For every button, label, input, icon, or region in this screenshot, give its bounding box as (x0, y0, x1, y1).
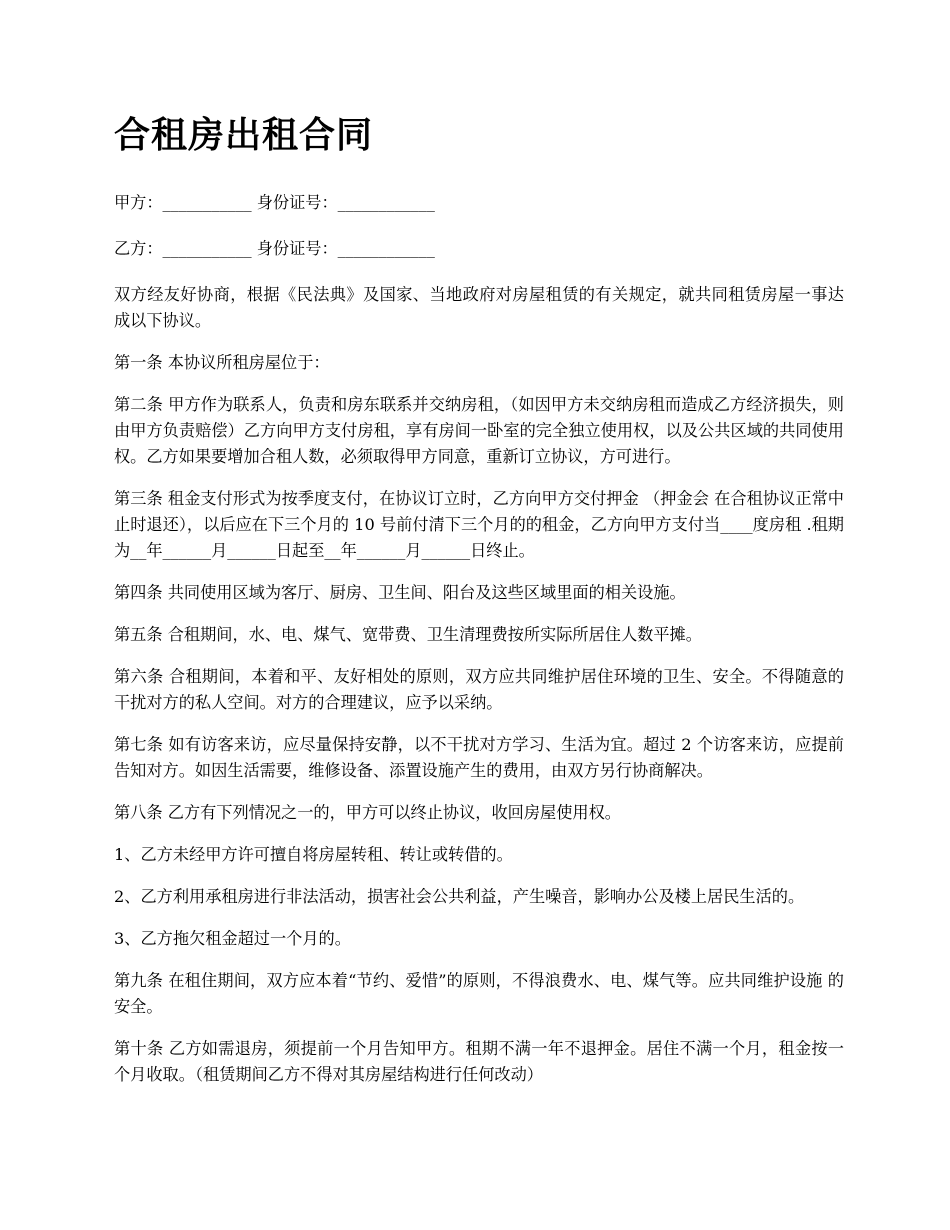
article-8-item-2: 2、乙方利用承租房进行非法活动，损害社会公共利益，产生噪音，影响办公及楼上居民生活的。 (114, 887, 805, 906)
article-8-item-3: 3、乙方拖欠租金超过一个月的。 (114, 929, 351, 948)
article-4: 第四条 共同使用区域为客厅、厨房、卫生间、阳台及这些区域里面的相关设施。 (114, 583, 686, 602)
article-6: 第六条 合租期间，本着和平、友好相处的原则，双方应共同维护居住环境的卫生、安全。不得随意的 干扰对方的私人空间。对方的合理建议，应予以采纳。 (114, 667, 844, 712)
article-2: 第二条 甲方作为联系人，负责和房东联系并交纳房租，（如因甲方未交纳房租而造成乙方经济损失，则 由甲方负责赔偿）乙方向甲方支付房租，享有房间一卧室的完全独立使用权，以及公共区域的共同使用 权。乙方如果要增加合租人数，必须取得甲方同意，重新订立协议，方可进行。 (114, 395, 844, 466)
article-9: 第九条 在租住期间，双方应本着“节约、爱惜”的原则，不得浪费水、电、煤气等。应共同维护设施 的安全。 (114, 971, 844, 1016)
document-title: 合租房出租合同 (114, 115, 374, 156)
party-b-line: 乙方：___________ 身份证号：____________ (114, 239, 435, 258)
article-3: 第三条 租金支付形式为按季度支付，在协议订立时，乙方向甲方交付押金 （押金会 在合租协议正常中止时退还），以后应在下三个月的 10 号前付清下三个月的的租金，乙方向甲方支付当____度房租 .租期为__年______月______日起至__年______月______日终止。 (114, 489, 844, 560)
document-page (114, 108, 844, 1104)
preamble-paragraph: 双方经友好协商，根据《民法典》及国家、当地政府对房屋租赁的有关规定，就共同租赁房屋一事达 成以下协议。 (114, 285, 844, 330)
article-1: 第一条 本协议所租房屋位于： (114, 353, 330, 372)
article-8: 第八条 乙方有下列情况之一的，甲方可以终止协议，收回房屋使用权。 (114, 803, 621, 822)
article-10: 第十条 乙方如需退房，须提前一个月告知甲方。租期不满一年不退押金。居住不满一个月，租金按一 个月收取。（租赁期间乙方不得对其房屋结构进行任何改动） (114, 1039, 844, 1084)
party-a-line: 甲方：___________ 身份证号：____________ (114, 193, 435, 212)
article-8-item-1: 1、乙方未经甲方许可擅自将房屋转租、转让或转借的。 (114, 845, 513, 864)
article-7: 第七条 如有访客来访，应尽量保持安静，以不干扰对方学习、生活为宜。超过 2 个访客来访，应提前 告知对方。如因生活需要，维修设备、添置设施产生的费用，由双方另行协商解决。 (114, 735, 844, 780)
article-5: 第五条 合租期间，水、电、煤气、宽带费、卫生清理费按所实际所居住人数平摊。 (114, 625, 702, 644)
